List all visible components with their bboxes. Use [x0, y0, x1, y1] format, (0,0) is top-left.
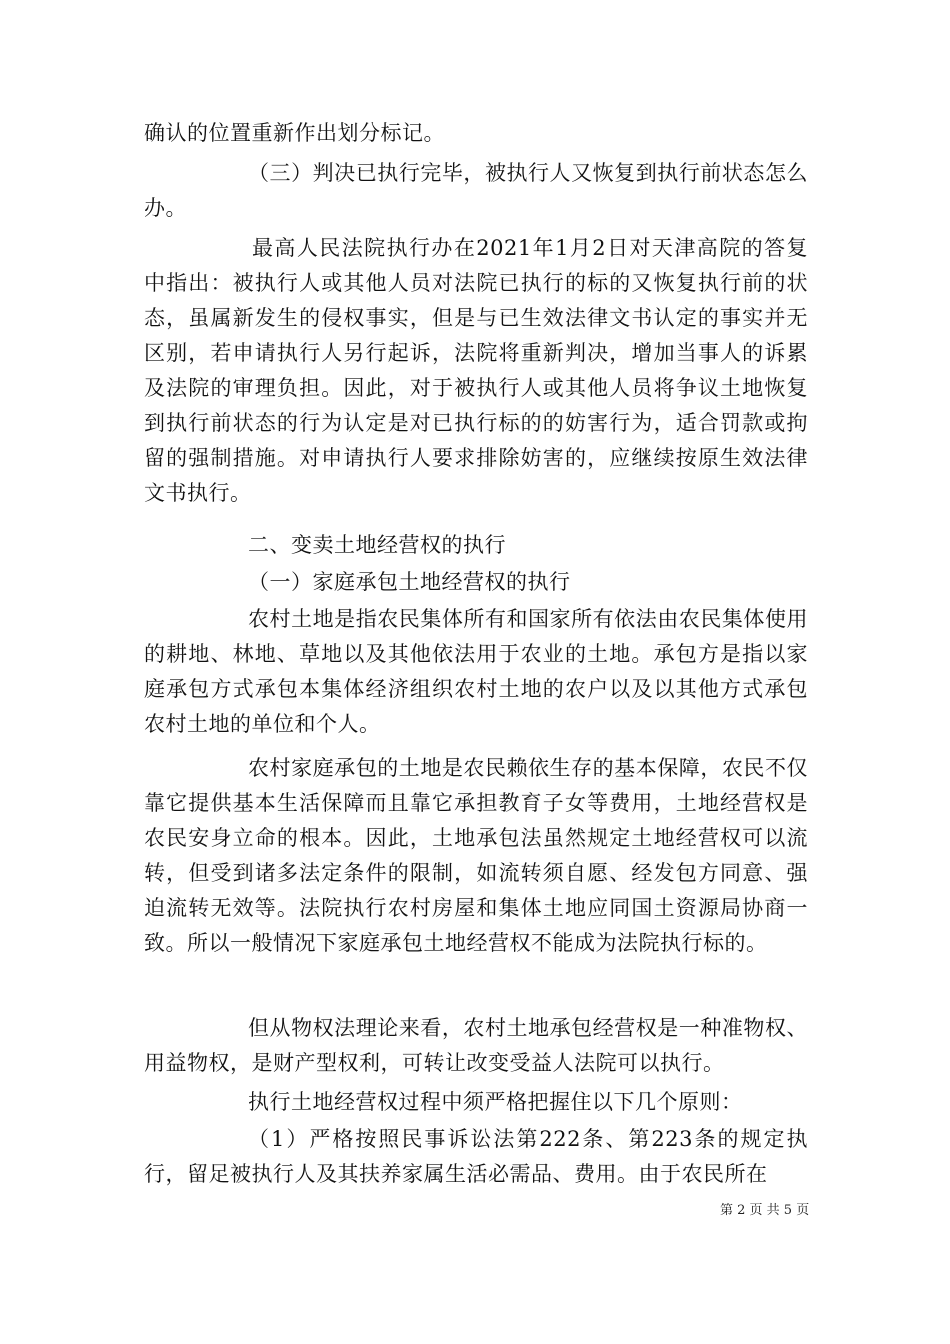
paragraph-principle-one: （1）严格按照民事诉讼法第222条、第223条的规定执行，留足被执行人及其扶养家属生活必需品、费用。由于农民所在 — [144, 1127, 808, 1186]
paragraph-supreme-court-reply: 最高人民法院执行办在2021年1月2日对天津高院的答复中指出：被执行人或其他人员对法院已执行的标的又恢复执行前的状态，虽属新发生的侵权事实，但是与已生效法律文书认定的事实并无区别，若申请执行人另行起诉，法院将重新判决，增加当事人的诉累及法院的审理负担。因此，对于被执行人或其他人员将争议土地恢复到执行前状态的行为认定是对已执行标的的妨害行为，适合罚款或拘留的强制措施。对申请执行人要求排除妨害的，应继续按原生效法律文书执行。 — [144, 236, 808, 505]
paragraph-property-law-theory: 但从物权法理论来看，农村土地承包经营权是一种准物权、用益物权，是财产型权利，可转让改变受益人法院可以执行。 — [144, 1016, 808, 1075]
page-number-footer: 第 2 页 共 5 页 — [720, 1203, 810, 1218]
subheading-one: （一）家庭承包土地经营权的执行 — [248, 570, 571, 594]
section-heading-two: 二、变卖土地经营权的执行 — [248, 533, 506, 557]
subheading-three: （三）判决已执行完毕，被执行人又恢复到执行前状态怎么办。 — [144, 161, 808, 220]
paragraph-household-contract: 农村家庭承包的土地是农民赖依生存的基本保障，农民不仅靠它提供基本生活保障而且靠它承担教育子女等费用，土地经营权是农民安身立命的根本。因此，土地承包法虽然规定土地经营权可以流转，但受到诸多法定条件的限制，如流转须自愿、经发包方同意、强迫流转无效等。法院执行农村房屋和集体土地应同国土资源局协商一致。所以一般情况下家庭承包土地经营权不能成为法院执行标的。 — [144, 756, 808, 955]
paragraph-rural-land-definition: 农村土地是指农民集体所有和国家所有依法由农民集体使用的耕地、林地、草地以及其他依法用于农业的土地。承包方是指以家庭承包方式承包本集体经济组织农村土地的农户以及以其他方式承包农村土地的单位和个人。 — [144, 607, 808, 736]
paragraph-principles-intro: 执行土地经营权过程中须严格把握住以下几个原则： — [248, 1090, 743, 1114]
paragraph-continuation: 确认的位置重新作出划分标记。 — [144, 121, 445, 145]
